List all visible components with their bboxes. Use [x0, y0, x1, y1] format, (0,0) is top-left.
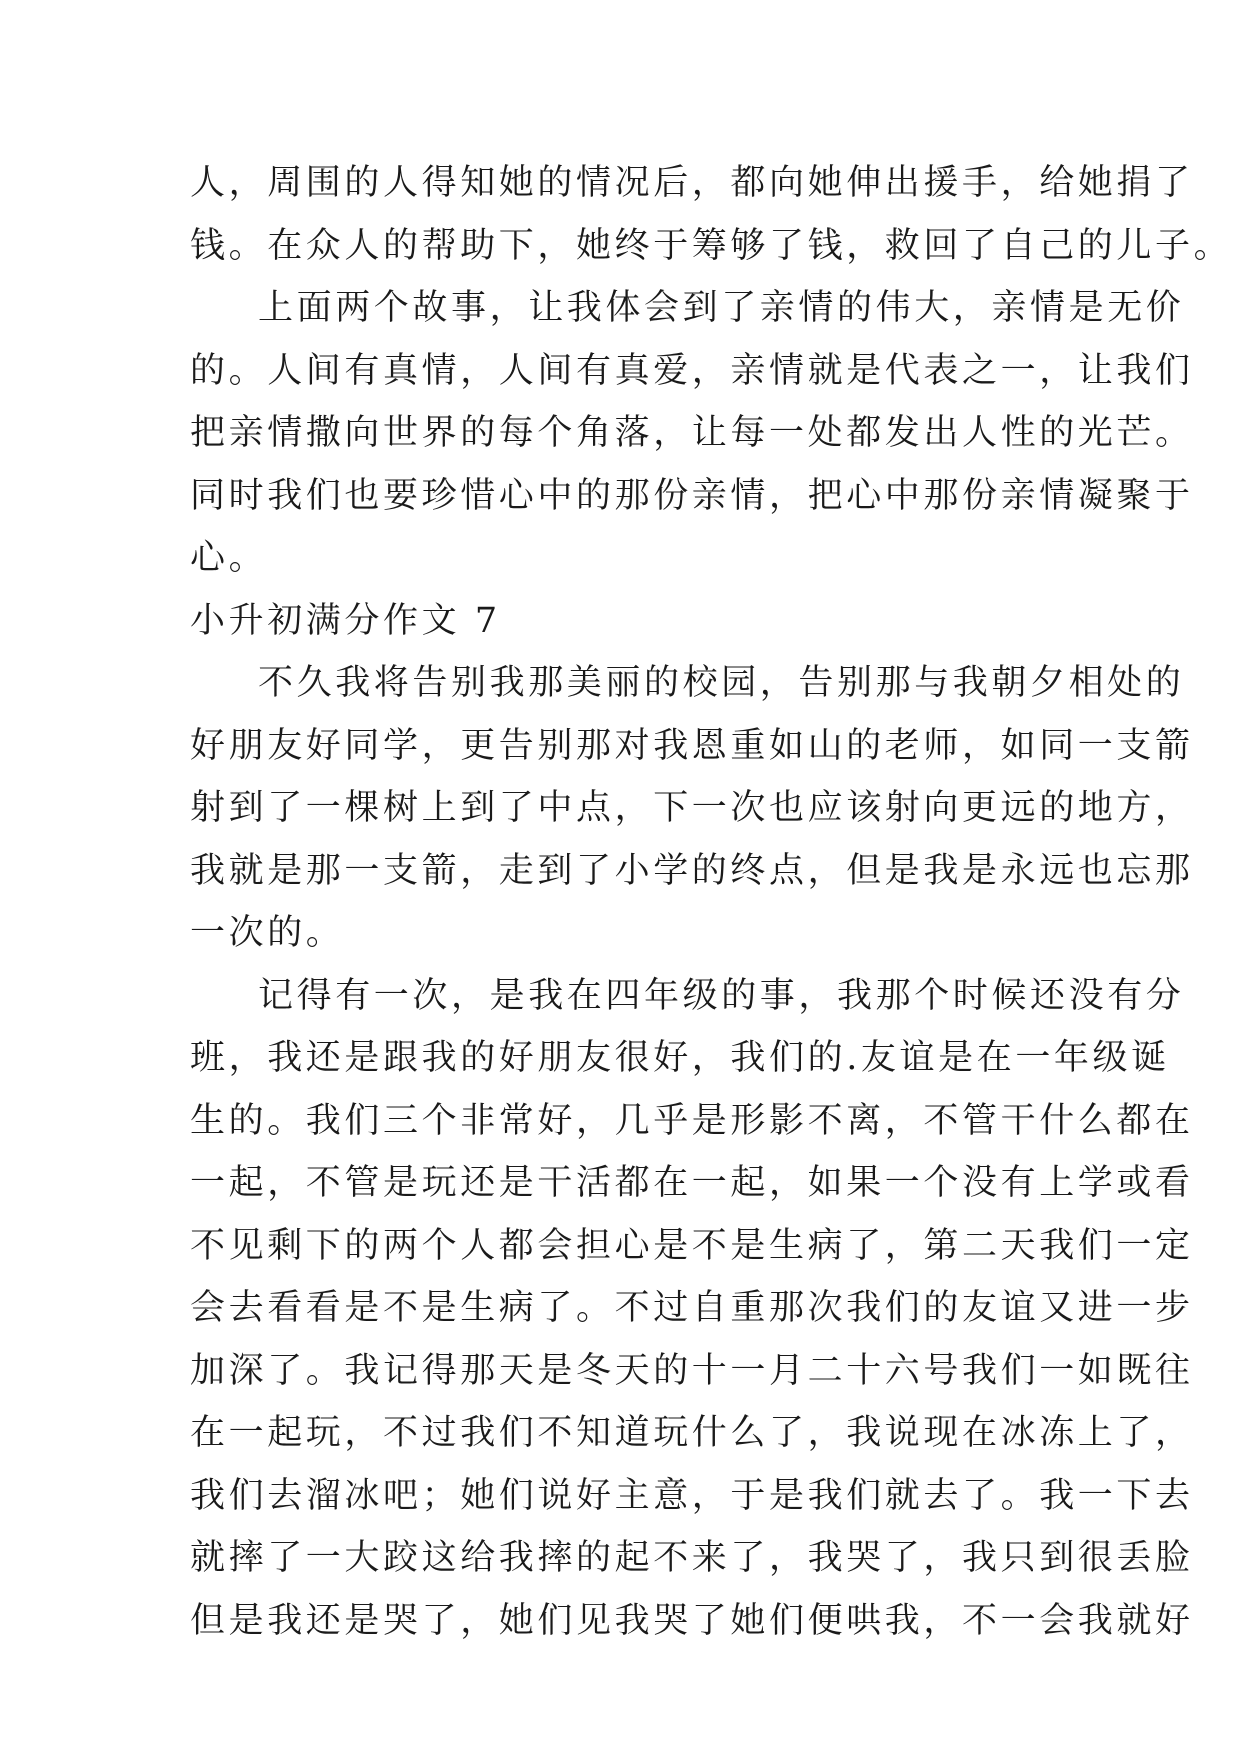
- text-line: 我就是那一支箭，走到了小学的终点，但是我是永远也忘那: [190, 850, 1194, 891]
- document-body: [190, 152, 1233, 1652]
- text-line: 同时我们也要珍惜心中的那份亲情，把心中那份亲情凝聚于: [190, 475, 1194, 516]
- text-line: 好朋友好同学，更告别那对我恩重如山的老师，如同一支箭: [190, 725, 1194, 766]
- text-line: 钱。在众人的帮助下，她终于筹够了钱，救回了自己的儿子。: [190, 225, 1233, 266]
- text-line: 就摔了一大跤这给我摔的起不来了，我哭了，我只到很丢脸: [190, 1538, 1194, 1578]
- text-line: 把亲情撒向世界的每个角落，让每一处都发出人性的光芒。: [190, 413, 1194, 453]
- text-line: 一起，不管是玩还是干活都在一起，如果一个没有上学或看: [190, 1163, 1194, 1203]
- text-line: 上面两个故事，让我体会到了亲情的伟大，亲情是无价: [258, 288, 1185, 328]
- paragraph-4: [190, 965, 1194, 1653]
- text-line: 射到了一棵树上到了中点，下一次也应该射向更远的地方，: [190, 788, 1194, 828]
- text-line: 加深了。我记得那天是冬天的十一月二十六号我们一如既往: [190, 1350, 1194, 1391]
- text-line: 但是我还是哭了，她们见我哭了她们便哄我，不一会我就好: [190, 1600, 1194, 1641]
- text-line: 人，周围的人得知她的情况后，都向她伸出援手，给她捐了: [190, 163, 1194, 203]
- paragraph-1: [190, 152, 1233, 277]
- text-line: 我们去溜冰吧；她们说好主意，于是我们就去了。我一下去: [190, 1475, 1194, 1516]
- paragraph-3: [190, 652, 1194, 965]
- text-line: 会去看看是不是生病了。不过自重那次我们的友谊又进一步: [190, 1288, 1194, 1328]
- text-line: 记得有一次，是我在四年级的事，我那个时候还没有分: [258, 975, 1185, 1016]
- text-line: 的。人间有真情，人间有真爱，亲情就是代表之一，让我们: [190, 350, 1194, 391]
- text-line: 心。: [190, 538, 268, 578]
- text-line: 不见剩下的两个人都会担心是不是生病了，第二天我们一定: [190, 1225, 1194, 1266]
- text-line: 生的。我们三个非常好，几乎是形影不离，不管干什么都在: [190, 1100, 1194, 1141]
- heading-text: 小升初满分作文 7: [190, 600, 501, 641]
- paragraph-2: [190, 277, 1194, 590]
- text-line: 不久我将告别我那美丽的校园，告别那与我朝夕相处的: [258, 663, 1185, 703]
- text-line: 在一起玩，不过我们不知道玩什么了，我说现在冰冻上了，: [190, 1413, 1194, 1453]
- text-line: 一次的。: [190, 913, 345, 953]
- section-heading: [190, 590, 1070, 653]
- text-line: 班，我还是跟我的好朋友很好，我们的.友谊是在一年级诞: [190, 1038, 1170, 1078]
